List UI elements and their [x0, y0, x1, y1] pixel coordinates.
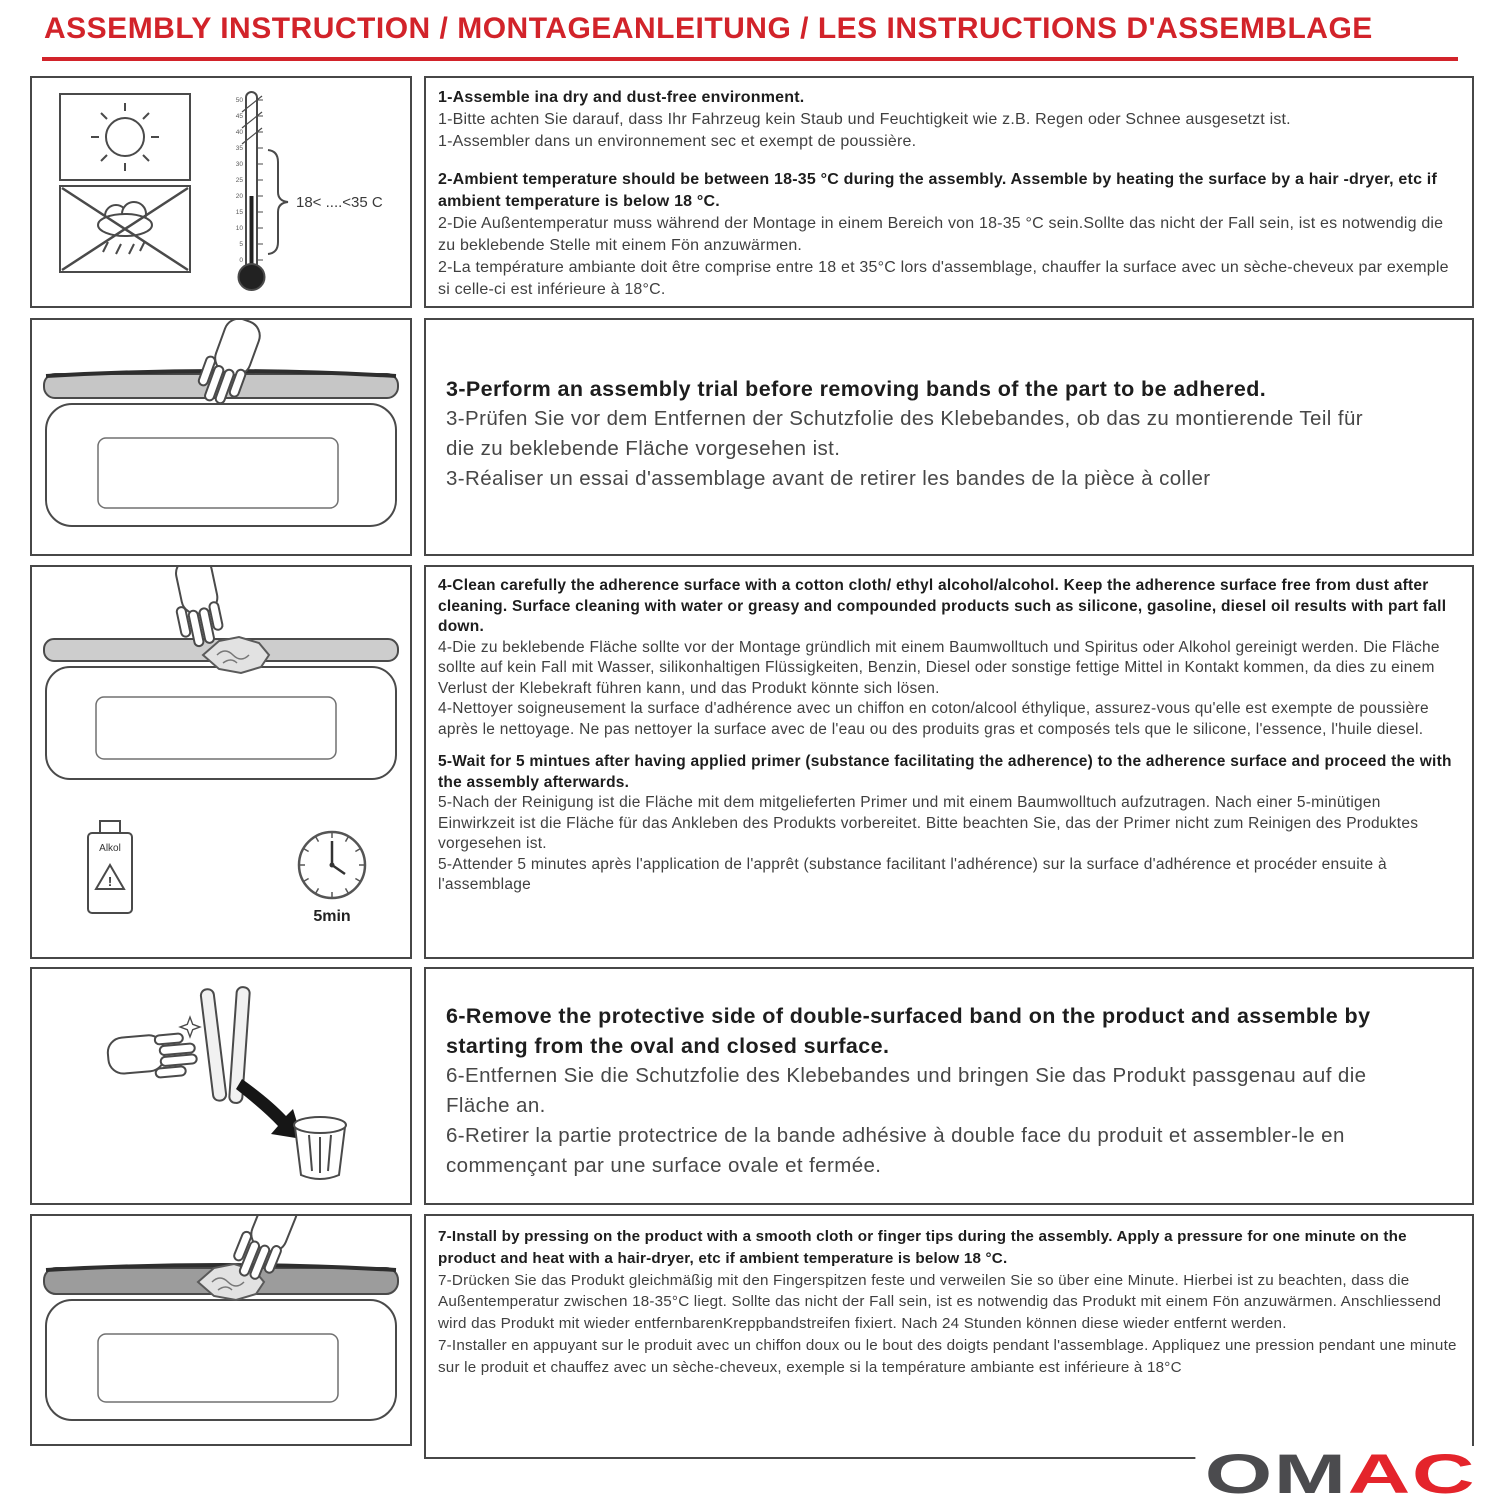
hand-icon	[166, 567, 226, 649]
spacer	[438, 740, 1460, 752]
svg-text:30: 30	[235, 161, 243, 168]
clean-illustration	[32, 567, 410, 957]
hand-icon	[107, 1031, 198, 1082]
svg-text:45: 45	[235, 113, 243, 120]
section-step-6	[424, 967, 1474, 1205]
remove-band-illustration	[32, 969, 410, 1203]
step-2-en: 2-Ambient temperature should be between 18-35 °C during the assembly. Assemble by heating the surface by a hair -dryer, etc if ambient temperature is below 18 °C.	[438, 171, 1437, 210]
svg-text:35: 35	[235, 145, 243, 152]
thermometer-icon	[236, 92, 265, 290]
figure-environment-temperature	[30, 76, 412, 308]
step-7-en: 7-Install by pressing on the product with a smooth cloth or finger tips during the assembly. Apply a pressure for one minute on the product and heat with a hair-dryer, etc if ambient temperature is below 18 °C.	[438, 1228, 1407, 1267]
warning-mark: !	[107, 874, 113, 889]
logo-text-dark: OM	[1204, 1442, 1348, 1505]
svg-text:10: 10	[235, 225, 243, 232]
step-7-fr: 7-Installer en appuyant sur le produit avec un chiffon doux ou le bout des doigts pendant l'assemblage. Appliquez une pression pendant une minute sur le produit et chauffez avec un sèche-cheveux, exemple si la température ambiante est inférieure à 18°C	[438, 1336, 1457, 1376]
spacer	[438, 153, 1460, 169]
svg-text:40: 40	[235, 129, 243, 136]
svg-text:15: 15	[235, 209, 243, 216]
step-4-en: 4-Clean carefully the adherence surface with a cotton cloth/ ethyl alcohol/alcohol. Keep the adherence surface free from dust after cleaning. Surface cleaning with water or greasy and compounded products such as silicone, gasoline, diesel oil results with part fall down.	[438, 577, 1447, 635]
step-2-de: 2-Die Außentemperatur muss während der Montage in einem Bereich von 18-35 °C sein.Sollte das nicht der Fall sein, ist es notwendig die zu beklebende Stelle mit einem Fön anzuwärmen.	[438, 215, 1444, 254]
svg-text:20: 20	[235, 193, 243, 200]
step-3-de: 3-Prüfen Sie vor dem Entfernen der Schutzfolie des Klebebandes, ob das zu montierende Teil für die zu beklebende Fläche vorgesehen ist.	[446, 407, 1363, 460]
step-3-en: 3-Perform an assembly trial before removing bands of the part to be adhered.	[446, 377, 1267, 401]
step-2-fr: 2-La température ambiante doit être comprise entre 18 et 35°C lors d'assemblage, chauffer la surface avec un sèche-cheveux par exemple si celle-ci est inférieure à 18°C.	[438, 259, 1449, 298]
cross-out-icon	[62, 188, 188, 270]
step-1-fr: 1-Assembler dans un environnement sec et exempt de poussière.	[438, 133, 917, 150]
svg-text:25: 25	[235, 177, 243, 184]
figure-press-install	[30, 1214, 412, 1446]
figure-clean-primer	[30, 565, 412, 959]
step-1-de: 1-Bitte achten Sie darauf, dass Ihr Fahrzeug kein Staub und Feuchtigkeit wie z.B. Regen oder Schnee ausgesetzt ist.	[438, 111, 1291, 128]
trash-bin-icon	[294, 1117, 346, 1179]
bottle-label: Alkol	[99, 843, 121, 854]
step-1-en: 1-Assemble ina dry and dust-free environment.	[438, 89, 805, 106]
step-5-de: 5-Nach der Reinigung ist die Fläche mit dem mitgelieferten Primer und mit einem Baumwolltuch aufzutragen. Nach einer 5-minütigen Einwirkzeit ist die Fläche für das Ankleben des Produkts vorbereitet. Bitte beachten Sie, das der Primer nicht zum Reinigen des Produktes vorgesehen ist.	[438, 794, 1419, 852]
omac-logo	[1195, 1442, 1476, 1505]
svg-text:5: 5	[239, 241, 243, 248]
trial-illustration	[32, 320, 410, 554]
title-underline	[42, 57, 1458, 61]
press-illustration	[32, 1216, 410, 1444]
svg-text:50: 50	[235, 97, 243, 104]
svg-text:0: 0	[239, 257, 243, 264]
logo-text-red: AC	[1347, 1442, 1476, 1505]
page-title: ASSEMBLY INSTRUCTION / MONTAGEANLEITUNG / LES INSTRUCTIONS D'ASSEMBLAGE	[44, 12, 1373, 45]
arrow	[236, 1079, 302, 1139]
section-step-7	[424, 1214, 1474, 1459]
range-brace	[268, 150, 288, 254]
temp-range-label: 18< ....<35 C	[296, 194, 383, 211]
step-4-fr: 4-Nettoyer soigneusement la surface d'adhérence avec un chiffon en coton/alcool éthylique, assurez-vous qu'elle est exempte de poussière après le nettoyage. Ne pas nettoyer la surface avec de l'eau ou des produits gras et composés tels que le silicone, l'essence, l'huile diesel.	[438, 700, 1429, 738]
step-5-fr: 5-Attender 5 minutes après l'application de l'apprêt (substance facilitant l'adhérence) sur la surface d'adhérence et procéder ensuite à l'assemblage	[438, 855, 1387, 893]
step-5-en: 5-Wait for 5 mintues after having applied primer (substance facilitating the adherence) to the adherence surface and proceed the with the assembly afterwards.	[438, 753, 1452, 791]
sparkle-icon	[180, 1017, 200, 1037]
step-6-de: 6-Entfernen Sie die Schutzfolie des Klebebandes und bringen Sie das Produkt passgenau auf die Fläche an.	[446, 1064, 1367, 1117]
environment-illustration	[32, 78, 410, 306]
figure-assembly-trial	[30, 318, 412, 556]
section-steps-4-5	[424, 565, 1474, 959]
clock-icon	[299, 832, 365, 925]
figure-remove-band	[30, 967, 412, 1205]
alcohol-bottle-icon	[88, 821, 132, 913]
step-4-de: 4-Die zu beklebende Fläche sollte vor der Montage gründlich mit einem Baumwolltuch und Spiritus oder Alkohol gereinigt werden. Die Fläche sollte auf kein Fall mit Wasser, silikonhaltigen Flüssigkeiten, Benzin, Diesel oder sonstige fettige Mittel in Kontakt kommen, da dies zu einem Verlust der Klebekraft führen kann, und das Produkt könnte sich lösen.	[438, 638, 1440, 697]
section-steps-1-2	[424, 76, 1474, 308]
step-7-de: 7-Drücken Sie das Produkt gleichmäßig mit den Fingerspitzen feste und verweilen Sie so über eine Minute. Hierbei ist zu beachten, dass die Außentemperatur zwischen 18-35°C liegt. Sollte das nicht der Fall sein, ist es notwendig das Produkt mit einem Fön anzuwärmen. Anschliessend wird das Produkt mit wieder entfernbarenKreppbandstreifen fixiert. Nach 24 Stunden können diese wieder entfernt werden.	[438, 1271, 1442, 1333]
step-3-fr: 3-Réaliser un essai d'assemblage avant de retirer les bandes de la pièce à coller	[446, 467, 1211, 490]
clock-label: 5min	[313, 908, 351, 925]
section-step-3	[424, 318, 1474, 556]
step-6-fr: 6-Retirer la partie protectrice de la bande adhésive à double face du produit et assembler-le en commençant par une surface ovale et fermée.	[446, 1124, 1345, 1177]
sun-icon	[91, 103, 159, 171]
step-6-en: 6-Remove the protective side of double-surfaced band on the product and assemble by starting from the oval and closed surface.	[446, 1004, 1371, 1058]
